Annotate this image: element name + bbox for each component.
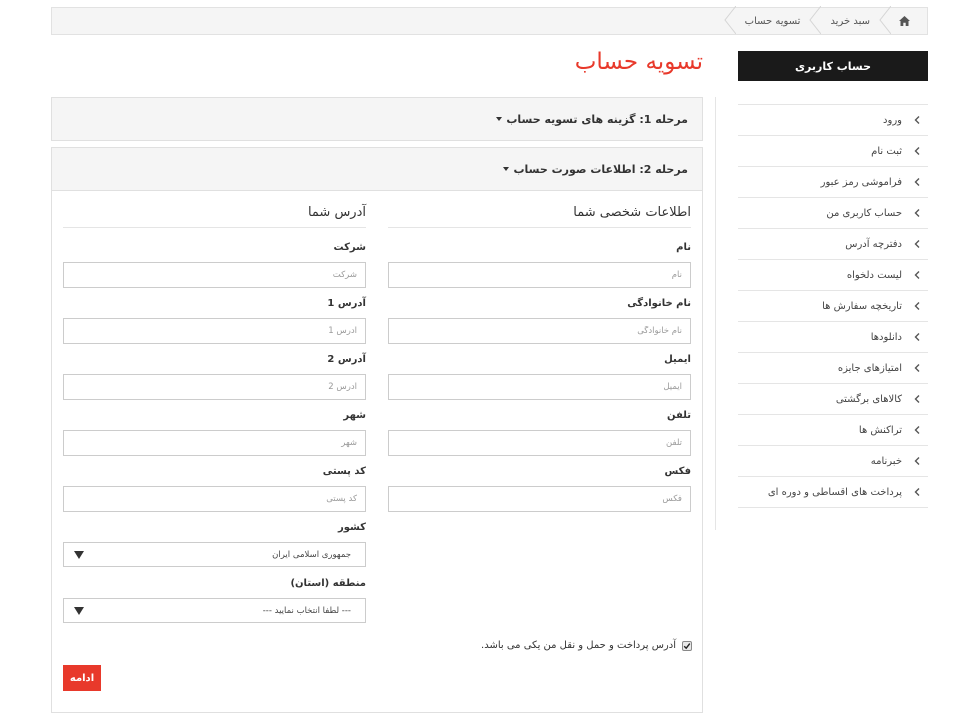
sidebar-item-label: پرداخت های اقساطی و دوره ای bbox=[767, 486, 902, 498]
page-title: تسویه حساب bbox=[574, 49, 703, 75]
fax-field[interactable] bbox=[388, 486, 691, 512]
sidebar-divider bbox=[715, 97, 716, 530]
postcode-field[interactable] bbox=[63, 486, 366, 512]
chevron-left-icon bbox=[910, 426, 920, 434]
breadcrumb-separator bbox=[809, 7, 821, 35]
same-address-checkbox[interactable] bbox=[682, 641, 692, 651]
sidebar-item-label: تراکنش ها bbox=[858, 424, 902, 436]
chevron-left-icon bbox=[910, 240, 920, 248]
sidebar-item-login[interactable] bbox=[738, 105, 928, 136]
step2-title: مرحله 2: اطلاعات صورت حساب bbox=[513, 162, 688, 176]
step2-header[interactable] bbox=[51, 147, 703, 191]
country-select-value: جمهوری اسلامی ایران bbox=[272, 549, 351, 560]
postcode-label: کد پستی bbox=[322, 466, 366, 477]
address1-label: آدرس 1 bbox=[327, 298, 366, 309]
sidebar-item-returns[interactable] bbox=[738, 384, 928, 415]
sidebar-item-label: حساب کاربری من bbox=[826, 207, 902, 219]
firstname-field[interactable] bbox=[388, 262, 691, 288]
email-label: ایمیل bbox=[664, 354, 691, 365]
lastname-label: نام خانوادگی bbox=[627, 298, 691, 309]
sidebar-item-newsletter[interactable] bbox=[738, 446, 928, 477]
breadcrumb-cart-link[interactable]: سبد خرید bbox=[830, 15, 870, 27]
sidebar-item-label: ورود bbox=[883, 114, 902, 126]
sidebar-item-transactions[interactable] bbox=[738, 415, 928, 446]
sidebar-item-reward-points[interactable] bbox=[738, 353, 928, 384]
fax-label: فکس bbox=[664, 466, 691, 477]
sidebar-item-label: کالاهای برگشتی bbox=[835, 393, 902, 405]
chevron-left-icon bbox=[910, 209, 920, 217]
sidebar-item-label: دانلودها bbox=[870, 331, 902, 343]
account-sidebar bbox=[738, 51, 928, 508]
sidebar-item-wishlist[interactable] bbox=[738, 260, 928, 291]
country-label: کشور bbox=[337, 522, 366, 533]
caret-down-icon bbox=[503, 167, 509, 171]
chevron-left-icon bbox=[910, 457, 920, 465]
sidebar-item-recurring-payments[interactable] bbox=[738, 477, 928, 508]
breadcrumb-separator bbox=[724, 7, 736, 35]
chevron-left-icon bbox=[910, 395, 920, 403]
chevron-left-icon bbox=[910, 302, 920, 310]
company-field[interactable] bbox=[63, 262, 366, 288]
address-divider bbox=[63, 227, 366, 228]
sidebar-item-register[interactable] bbox=[738, 136, 928, 167]
breadcrumb-checkout-link[interactable]: تسویه حساب bbox=[744, 15, 801, 27]
address2-field[interactable] bbox=[63, 374, 366, 400]
chevron-left-icon bbox=[910, 116, 920, 124]
company-label: شرکت bbox=[333, 242, 366, 253]
firstname-label: نام bbox=[676, 242, 691, 253]
country-select[interactable] bbox=[63, 542, 366, 567]
chevron-left-icon bbox=[910, 178, 920, 186]
caret-down-icon bbox=[496, 117, 502, 121]
step1-header[interactable] bbox=[51, 97, 703, 141]
breadcrumb bbox=[51, 7, 928, 35]
same-address-label: آدرس پرداخت و حمل و نقل من یکی می باشد. bbox=[481, 640, 676, 651]
city-field[interactable] bbox=[63, 430, 366, 456]
same-address-row bbox=[481, 640, 692, 651]
region-select-value: --- لطفا انتخاب نمایید --- bbox=[262, 605, 351, 616]
chevron-left-icon bbox=[910, 488, 920, 496]
sidebar-item-forgot-password[interactable] bbox=[738, 167, 928, 198]
sidebar-heading: حساب کاربری bbox=[738, 51, 928, 81]
sidebar-item-label: ثبت نام bbox=[871, 145, 902, 157]
phone-label: تلفن bbox=[666, 410, 691, 421]
sidebar-item-label: دفترچه آدرس bbox=[845, 238, 902, 250]
region-select[interactable] bbox=[63, 598, 366, 623]
lastname-field[interactable] bbox=[388, 318, 691, 344]
region-label: منطقه (استان) bbox=[290, 578, 366, 589]
dropdown-arrow-icon bbox=[74, 551, 84, 559]
sidebar-item-label: خبرنامه bbox=[870, 455, 902, 467]
sidebar-item-downloads[interactable] bbox=[738, 322, 928, 353]
sidebar-item-label: فراموشی رمز عبور bbox=[820, 176, 902, 188]
sidebar-menu bbox=[738, 104, 928, 508]
email-field[interactable] bbox=[388, 374, 691, 400]
sidebar-item-my-account[interactable] bbox=[738, 198, 928, 229]
chevron-left-icon bbox=[910, 333, 920, 341]
personal-details-divider bbox=[388, 227, 691, 228]
sidebar-item-order-history[interactable] bbox=[738, 291, 928, 322]
sidebar-item-label: لیست دلخواه bbox=[846, 269, 902, 281]
sidebar-item-label: امتیازهای جایزه bbox=[837, 362, 902, 374]
home-icon[interactable] bbox=[891, 16, 917, 26]
address1-field[interactable] bbox=[63, 318, 366, 344]
address-title: آدرس شما bbox=[307, 205, 366, 220]
chevron-left-icon bbox=[910, 147, 920, 155]
city-label: شهر bbox=[343, 410, 366, 421]
sidebar-item-label: تاریخچه سفارش ها bbox=[822, 300, 902, 312]
sidebar-item-address-book[interactable] bbox=[738, 229, 928, 260]
breadcrumb-separator bbox=[879, 7, 891, 35]
chevron-left-icon bbox=[910, 271, 920, 279]
continue-button[interactable]: ادامه bbox=[63, 665, 101, 691]
phone-field[interactable] bbox=[388, 430, 691, 456]
step1-title: مرحله 1: گزینه های تسویه حساب bbox=[506, 112, 688, 126]
personal-details-title: اطلاعات شخصی شما bbox=[573, 205, 691, 220]
dropdown-arrow-icon bbox=[74, 607, 84, 615]
address2-label: آدرس 2 bbox=[327, 354, 366, 365]
chevron-left-icon bbox=[910, 364, 920, 372]
